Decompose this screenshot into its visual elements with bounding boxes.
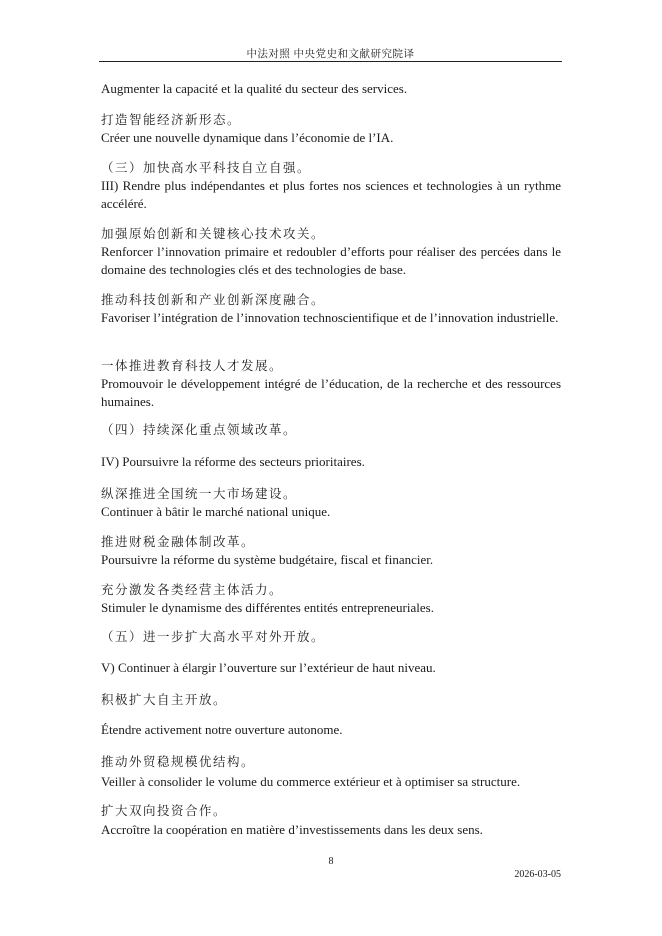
fr-heading-5: V) Continuer à élargir l’ouverture sur l’extérieur de haut niveau.	[101, 660, 436, 675]
fr-line-11: Étendre activement notre ouverture autonome.	[101, 722, 343, 737]
fr-line-12: Veiller à consolider le volume du commerce extérieur et à optimiser sa structure.	[101, 774, 521, 789]
fr-heading-4: IV) Poursuivre la réforme des secteurs prioritaires.	[101, 454, 365, 469]
fr-line-4: Favoriser l’intégration de l’innovation technoscientifique et de l’innovation industrielle.	[101, 310, 559, 325]
footer-date: 2026-03-05	[514, 869, 561, 880]
fr-line-9: Stimuler le dynamisme des différentes entités entrepreneuriales.	[101, 600, 434, 615]
zh-line-7: 纵深推进全国统一大市场建设。	[101, 486, 298, 501]
fr-line-0: Augmenter la capacité et la qualité du secteur des services.	[101, 81, 408, 96]
zh-line-9: 充分激发各类经营主体活力。	[101, 582, 284, 597]
page-number: 8	[328, 856, 334, 867]
running-header: 中法对照 中央党史和文献研究院译	[246, 49, 415, 60]
fr-line-7: Continuer à bâtir le marché national unique.	[101, 504, 331, 519]
zh-line-12: 推动外贸稳规模优结构。	[101, 754, 256, 769]
fr-line-3: Renforcer l’innovation primaire et redoubler d’efforts pour réaliser des percées dans le domaine des technologies clés et des technologies de base.	[101, 244, 561, 277]
zh-heading-5: （五）进一步扩大高水平对外开放。	[101, 629, 326, 644]
zh-line-8: 推进财税金融体制改革。	[101, 534, 256, 549]
zh-line-13: 扩大双向投资合作。	[101, 803, 228, 818]
zh-line-3: 加强原始创新和关键核心技术攻关。	[101, 226, 326, 241]
zh-line-4: 推动科技创新和产业创新深度融合。	[101, 292, 326, 307]
zh-heading-3: （三）加快高水平科技自立自强。	[101, 160, 312, 175]
fr-line-5: Promouvoir le développement intégré de l’éducation, de la recherche et des ressources humaines.	[101, 376, 561, 409]
zh-line-5: 一体推进教育科技人才发展。	[101, 358, 284, 373]
header-rule	[99, 61, 562, 62]
fr-line-1: Créer une nouvelle dynamique dans l’économie de l’IA.	[101, 130, 394, 145]
zh-heading-4: （四）持续深化重点领域改革。	[101, 422, 298, 437]
fr-heading-3: III) Rendre plus indépendantes et plus fortes nos sciences et technologies à un rythme accéléré.	[101, 178, 561, 211]
zh-line-1: 打造智能经济新形态。	[101, 112, 242, 127]
fr-line-13: Accroître la coopération en matière d’investissements dans les deux sens.	[101, 822, 483, 837]
zh-line-11: 积极扩大自主开放。	[101, 692, 228, 707]
fr-line-8: Poursuivre la réforme du système budgétaire, fiscal et financier.	[101, 552, 434, 567]
